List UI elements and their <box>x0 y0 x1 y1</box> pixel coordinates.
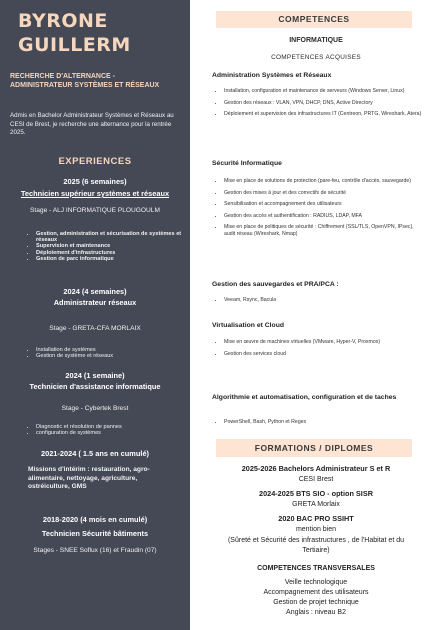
exp-company: Stage - ALJ INFORMATIQUE PLOUGOULM <box>30 207 160 214</box>
list-item: • Supervision et maintenance <box>36 243 186 249</box>
list-item: • configuration de systèmes <box>36 430 186 436</box>
name-last: GUILLERM <box>18 34 131 56</box>
exp-bullets <box>28 231 186 262</box>
list-item: • Mise en place de politiques de sécurité : Chiffrement (SSL/TLS, OpenVPN, IPsec), audit réseau (Wireshark, Nmap) <box>224 224 424 238</box>
list-item: • Gestion des réseaux : VLAN, VPN, DHCP, DNS, Active Directory <box>224 100 424 107</box>
exp-company: Stage - GRETA-CFA MORLAIX <box>49 325 141 332</box>
section-title: Administration Systèmes et Réseaux <box>212 72 332 79</box>
transversales-heading: COMPETENCES TRANSVERSALES <box>257 565 375 572</box>
exp-bullets <box>28 424 186 436</box>
exp-title: Technicien Sécurité bâtiments <box>41 529 149 538</box>
intro-text: Admis en Bachelor Administrateur Systèmes et Réseaux au CESI de Brest, je recherche une alternance pour la rentrée 2025. <box>10 112 174 136</box>
section-list <box>216 88 424 123</box>
list-item: • PowerShell, Bash, Python et Regex <box>224 419 424 426</box>
experiences-heading: EXPERIENCES <box>58 156 132 167</box>
list-item: • Installation de systèmes <box>36 347 186 353</box>
list-item: • Déploiement d'infrastructures <box>36 250 186 256</box>
transversal-item: Anglais : niveau B2 <box>286 609 346 616</box>
exp-period: 2024 (4 semaines) <box>63 287 127 296</box>
section-title: Sécurité Informatique <box>212 160 282 167</box>
main-column <box>190 0 442 630</box>
list-item: • Installation, configuration et maintenance de serveurs (Windows Server, Linux) <box>224 88 424 95</box>
exp-period: 2024 (1 semaine) <box>65 371 125 380</box>
formations-banner: FORMATIONS / DIPLOMES <box>216 439 412 457</box>
list-item: • Gestion, administration et sécurisation de systèmes et réseaux <box>36 231 186 243</box>
exp-title: Technicien d'assistance informatique <box>29 382 161 391</box>
section-list <box>216 178 424 243</box>
competences-acquired: COMPETENCES ACQUISES <box>271 54 361 61</box>
list-item: • Gestion de parc informatique <box>36 256 186 262</box>
section-title: Virtualisation et Cloud <box>212 322 285 329</box>
section-title: Gestion des sauvegardes et PRA/PCA : <box>212 281 339 288</box>
formation-title: 2020 BAC PRO SSIHT <box>278 514 354 523</box>
section-title: Algorithmie et automatisation, configuration et de taches <box>212 394 397 401</box>
list-item: • Gestion des mises à jour et des correctifs de sécurité <box>224 190 424 197</box>
exp-company: Stage - Cybertek Brest <box>61 405 129 412</box>
exp-period: 2025 (6 semaines) <box>63 177 127 186</box>
list-item: • Gestion de système et réseaux <box>36 353 186 359</box>
transversal-item: Veille technologique <box>284 579 348 586</box>
formation-detail: (Sûreté et Sécurité des infrastructures , de l'Habitat et du Tertiaire) <box>227 537 405 554</box>
list-item: • Sensibilisation et accompagnement des utilisateurs <box>224 201 424 208</box>
list-item: • Mise en place de solutions de protection (pare-feu, contrôle d'accès, sauvegarde) <box>224 178 424 185</box>
left-sidebar <box>0 0 190 630</box>
transversal-item: Accompagnement des utilisateurs <box>263 589 369 596</box>
job-tagline: RECHERCHE D'ALTERNANCE - ADMINISTRATEUR SYSTÈMES ET RÉSEAUX <box>10 73 160 89</box>
formation-title: 2025-2026 Bachelors Administrateur S et R <box>241 464 391 473</box>
competences-subheading: INFORMATIQUE <box>289 37 343 44</box>
list-item: • Veeam, Rsync, Bacula <box>224 297 424 304</box>
section-list <box>216 419 424 431</box>
section-list <box>216 339 424 362</box>
competences-banner: COMPETENCES <box>216 11 412 28</box>
exp-period: 2021-2024 ( 1.5 ans en cumulé) <box>40 449 150 458</box>
formation-place: GRETA Morlaix <box>292 501 340 508</box>
section-list <box>216 297 424 309</box>
formation-mention: mention bien <box>295 526 337 533</box>
list-item: • Déploiement et supervision des infrastructures IT (Centreon, PRTG, Wireshark, Atera) <box>224 111 424 118</box>
name-first: BYRONE <box>18 10 108 32</box>
list-item: • Mise en œuvre de machines virtuelles (VMware, Hyper-V, Proxmox) <box>224 339 424 346</box>
list-item: • Gestion des accès et authentification : RADIUS, LDAP, MFA <box>224 213 424 220</box>
exp-company: Stages - SNEE Soflux (16) et Fraudin (07) <box>33 547 157 554</box>
exp-text: Missions d'intérim : restauration, agro-alimentaire, nettoyage, agriculture, ostréiculture, GMS <box>28 466 150 490</box>
formation-title: 2024-2025 BTS SIO - option SISR <box>259 489 373 498</box>
exp-title: Technicien supérieur systèmes et réseaux <box>20 189 170 198</box>
exp-title: Administrateur réseaux <box>53 298 137 307</box>
transversal-item: Gestion de projet technique <box>273 599 359 606</box>
exp-period: 2018-2020 (4 mois en cumulé) <box>42 515 148 524</box>
formation-place: CESI Brest <box>298 476 334 483</box>
exp-bullets <box>28 347 186 359</box>
list-item: • Diagnostic et résolution de pannes <box>36 424 186 430</box>
list-item: • Gestion des services cloud <box>224 351 424 358</box>
